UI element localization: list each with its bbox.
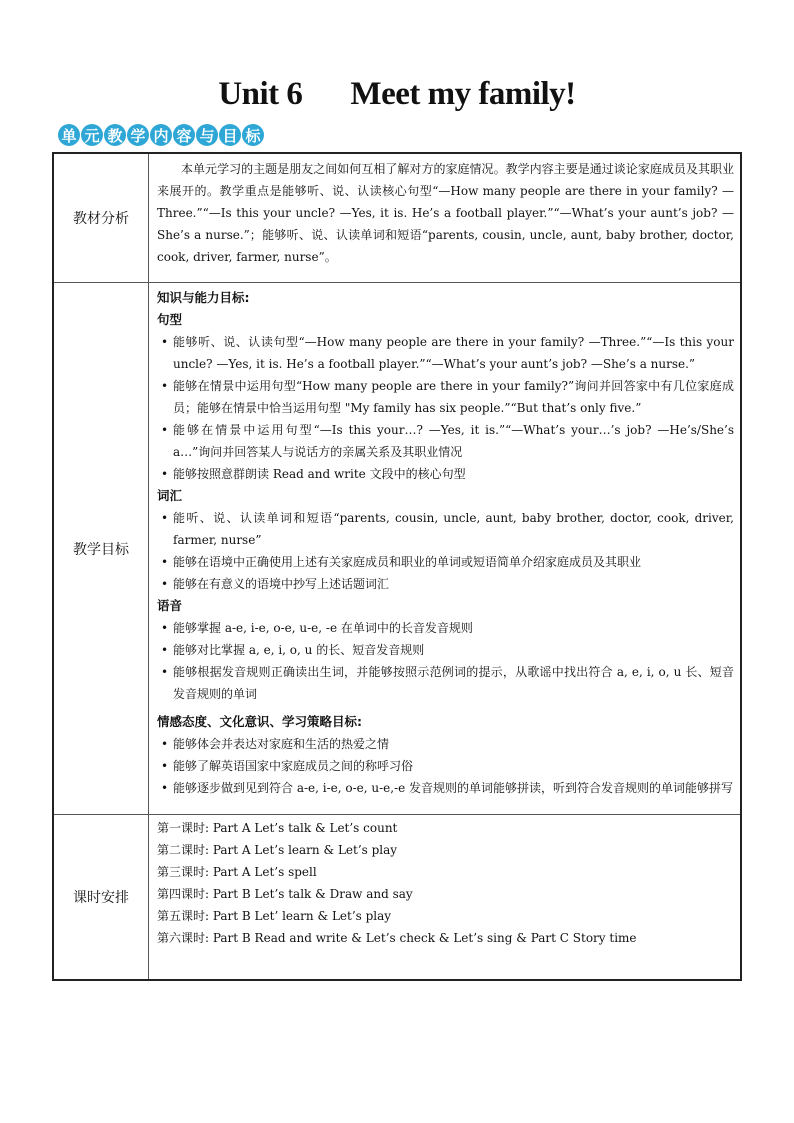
badge-char: 内: [150, 124, 172, 146]
badge-char: 与: [196, 124, 218, 146]
unit-title: Meet my family!: [350, 76, 576, 112]
analysis-label: 教材分析: [53, 153, 149, 283]
phonics-list: [157, 617, 734, 705]
list-item: • 能够根据发音规则正确读出生词，并能够按照示范例词的提示，从歌谣中找出符合 a, e, i, o, u 长、短音发音规则的单词: [157, 661, 734, 705]
goals-label: 教学目标: [53, 283, 149, 815]
emotion-list: [157, 733, 734, 799]
analysis-text: 本单元学习的主题是朋友之间如何互相了解对方的家庭情况。教学内容主要是通过谈论家庭成员及其职业来展开的。教学重点是能够听、说、认读核心句型“—How many people are there in your family? —Three.”“—Is this your uncle? —Yes, it is. He’s a football player.”“—What’s your aunt’s job? —She’s a nurse.”；能够听、说、认读单词和短语“parents, cousin, uncle, aunt, baby brother, doctor, cook, driver, farmer, nurse”。: [157, 162, 734, 264]
analysis-row: [53, 153, 741, 283]
list-item: • 能够在情景中运用句型“—Is this your…? —Yes, it is.”“—What’s your…’s job? —He’s/She’s a…”询问并回答某人与说话方的亲属关系及其职业情况: [157, 419, 734, 463]
list-item: • 能够在情景中运用句型“How many people are there in your family?”询问并回答家中有几位家庭成员；能够在情景中恰当运用句型 "My family has six people.”“But that’s only five.”: [157, 375, 734, 419]
badge-char: 标: [242, 124, 264, 146]
goals-content: [149, 283, 742, 815]
list-item: • 能够听、说、认读句型“—How many people are there in your family? —Three.”“—Is this your uncle? —Yes, it is. He’s a football player.”“—What’s your aunt’s job? —She’s a nurse.”: [157, 331, 734, 375]
list-item: • 能够了解英语国家中家庭成员之间的称呼习俗: [157, 755, 734, 777]
list-item: • 能够在语境中正确使用上述有关家庭成员和职业的单词或短语简单介绍家庭成员及其职业: [157, 551, 734, 573]
page-title: [0, 76, 794, 113]
list-item: • 能够在有意义的语境中抄写上述话题词汇: [157, 573, 734, 595]
list-item: • 能够对比掌握 a, e, i, o, u 的长、短音发音规则: [157, 639, 734, 661]
schedule-row: [53, 815, 741, 981]
schedule-item: 第二课时: Part A Let’s learn & Let’s play: [157, 843, 398, 857]
vocab-list: [157, 507, 734, 595]
badge-char: 教: [104, 124, 126, 146]
list-item: • 能听、说、认读单词和短语“parents, cousin, uncle, aunt, baby brother, doctor, cook, driver, farmer, nurse”: [157, 507, 734, 551]
vocab-heading: 词汇: [157, 488, 183, 503]
section-badge: [58, 124, 265, 146]
knowledge-heading: 知识与能力目标:: [157, 290, 250, 305]
emotion-heading: 情感态度、文化意识、学习策略目标:: [157, 714, 362, 729]
schedule-item: 第三课时: Part A Let’s spell: [157, 865, 317, 879]
list-item: • 能够按照意群朗读 Read and write 文段中的核心句型: [157, 463, 734, 485]
list-item: • 能够掌握 a-e, i-e, o-e, u-e, -e 在单词中的长音发音规则: [157, 617, 734, 639]
lesson-plan-table: [52, 152, 742, 981]
badge-char: 学: [127, 124, 149, 146]
badge-char: 单: [58, 124, 80, 146]
goals-row: [53, 283, 741, 815]
schedule-item: 第五课时: Part B Let’ learn & Let’s play: [157, 909, 392, 923]
list-item: • 能够体会并表达对家庭和生活的热爱之情: [157, 733, 734, 755]
sentences-heading: 句型: [157, 312, 183, 327]
schedule-content: [149, 815, 742, 981]
phonics-heading: 语音: [157, 598, 183, 613]
schedule-label: 课时安排: [53, 815, 149, 981]
unit-number: Unit 6: [218, 76, 303, 112]
sentences-list: [157, 331, 734, 485]
badge-char: 元: [81, 124, 103, 146]
schedule-item: 第六课时: Part B Read and write & Let’s check & Let’s sing & Part C Story time: [157, 931, 637, 945]
badge-char: 目: [219, 124, 241, 146]
list-item: • 能够逐步做到见到符合 a-e, i-e, o-e, u-e,-e 发音规则的单词能够拼读，听到符合发音规则的单词能够拼写: [157, 777, 734, 799]
analysis-content: [149, 153, 742, 283]
schedule-item: 第一课时: Part A Let’s talk & Let’s count: [157, 821, 398, 835]
schedule-item: 第四课时: Part B Let’s talk & Draw and say: [157, 887, 413, 901]
badge-char: 容: [173, 124, 195, 146]
